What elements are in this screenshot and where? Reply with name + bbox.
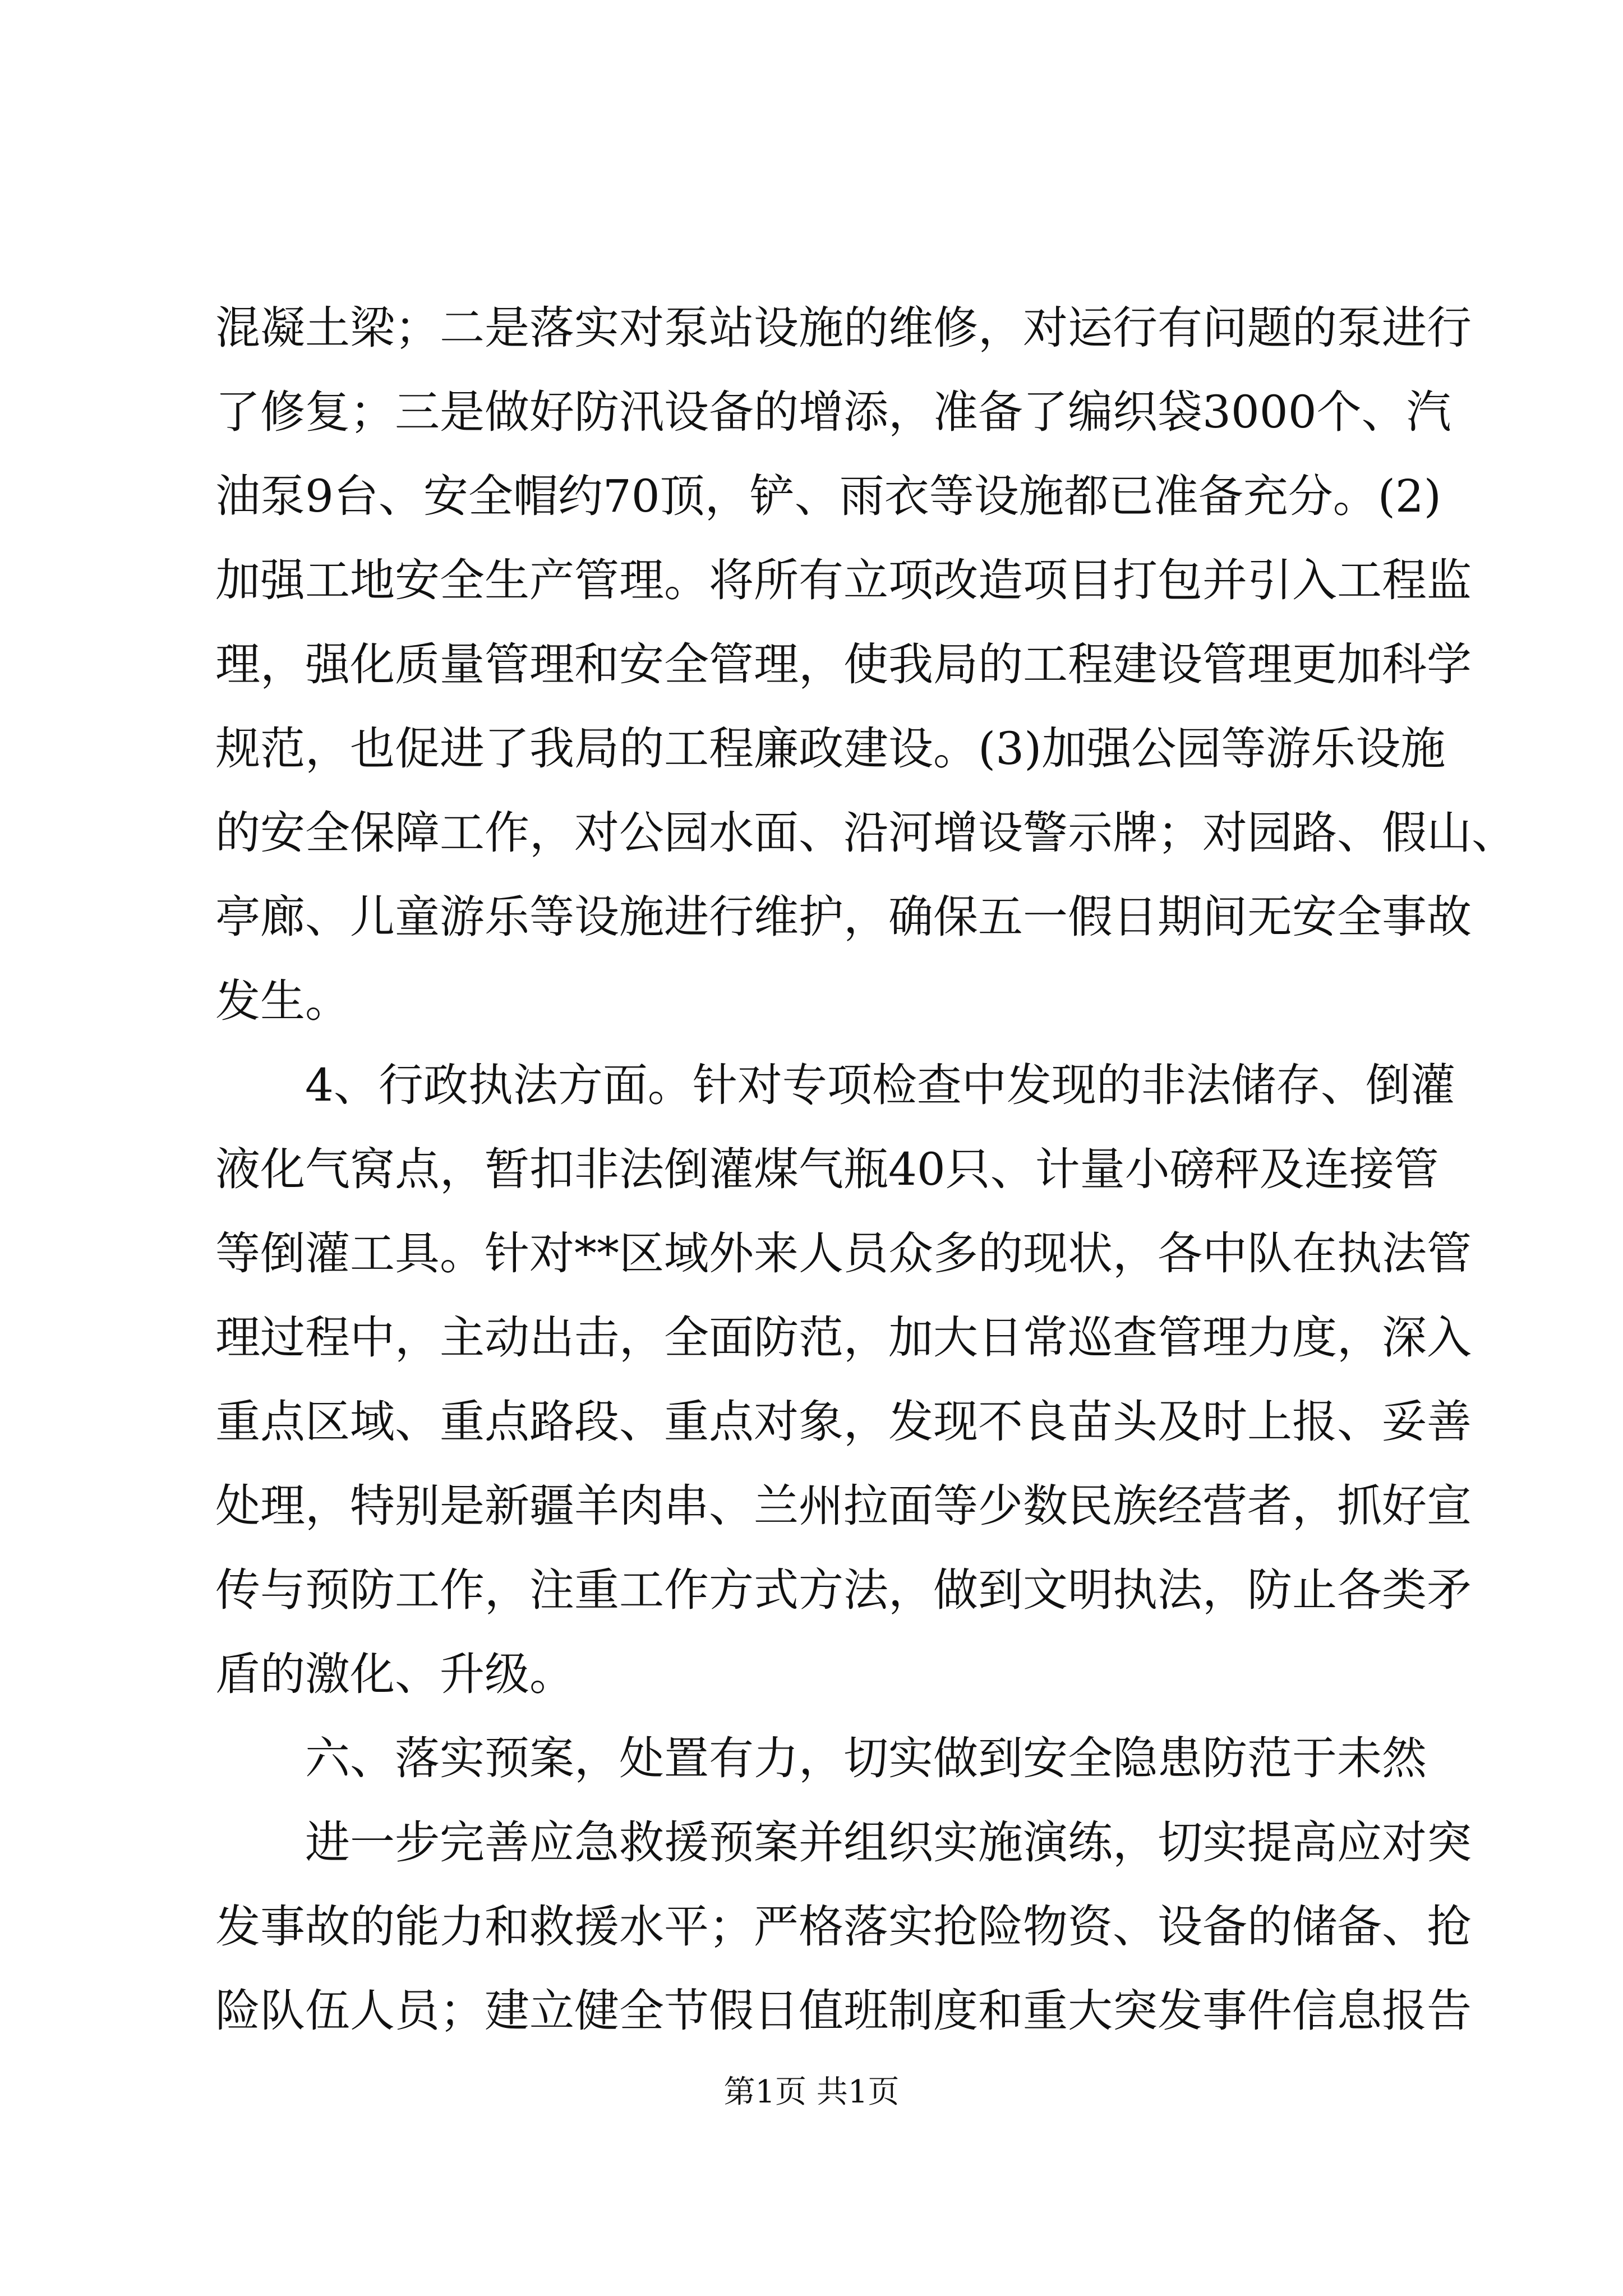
text-line-2: 了修复；三是做好防汛设备的增添，准备了编织袋3000个、汽 [215,386,1451,438]
text-line-10: 4、行政执法方面。针对专项检查中发现的非法储存、倒灌 [305,1059,1455,1111]
text-line-4: 加强工地安全生产管理。将所有立项改造项目打包并引入工程监 [215,554,1472,606]
text-line-13: 理过程中，主动出击，全面防范，加大日常巡查管理力度，深入 [215,1312,1472,1364]
page-number-footer: 第1页 共1页 [723,2074,900,2110]
text-line-16: 传与预防工作，注重工作方式方法，做到文明执法，防止各类矛 [215,1564,1472,1616]
text-line-5: 理，强化质量管理和安全管理，使我局的工程建设管理更加科学 [215,638,1472,691]
text-line-20: 发事故的能力和救援水平；严格落实抢险物资、设备的储备、抢 [215,1901,1472,1953]
text-line-21: 险队伍人员；建立健全节假日值班制度和重大突发事件信息报告 [215,1985,1472,2037]
text-line-8: 亭廊、儿童游乐等设施进行维护，确保五一假日期间无安全事故 [215,891,1472,943]
text-line-14: 重点区域、重点路段、重点对象，发现不良苗头及时上报、妥善 [215,1396,1472,1448]
text-line-12: 等倒灌工具。针对**区域外来人员众多的现状，各中队在执法管 [215,1227,1472,1280]
text-line-7: 的安全保障工作，对公园水面、沿河增设警示牌；对园路、假山、 [215,807,1516,859]
text-line-19: 进一步完善应急救援预案并组织实施演练，切实提高应对突 [305,1816,1472,1869]
text-line-15: 处理，特别是新疆羊肉串、兰州拉面等少数民族经营者，抓好宣 [215,1480,1472,1532]
document-body [215,286,1516,2053]
text-line-6: 规范，也促进了我局的工程廉政建设。(3)加强公园等游乐设施 [215,723,1446,775]
text-line-9: 发生。 [215,975,350,1027]
text-line-3: 油泵9台、安全帽约70顶，铲、雨衣等设施都已准备充分。(2) [215,470,1442,522]
text-line-17: 盾的激化、升级。 [215,1648,574,1700]
text-line-11: 液化气窝点，暂扣非法倒灌煤气瓶40只、计量小磅秤及连接管 [215,1143,1439,1195]
text-line-1: 混凝土梁；二是落实对泵站设施的维修，对运行有问题的泵进行 [215,302,1472,354]
section-heading: 六、落实预案，处置有力，切实做到安全隐患防范于未然 [305,1732,1427,1784]
